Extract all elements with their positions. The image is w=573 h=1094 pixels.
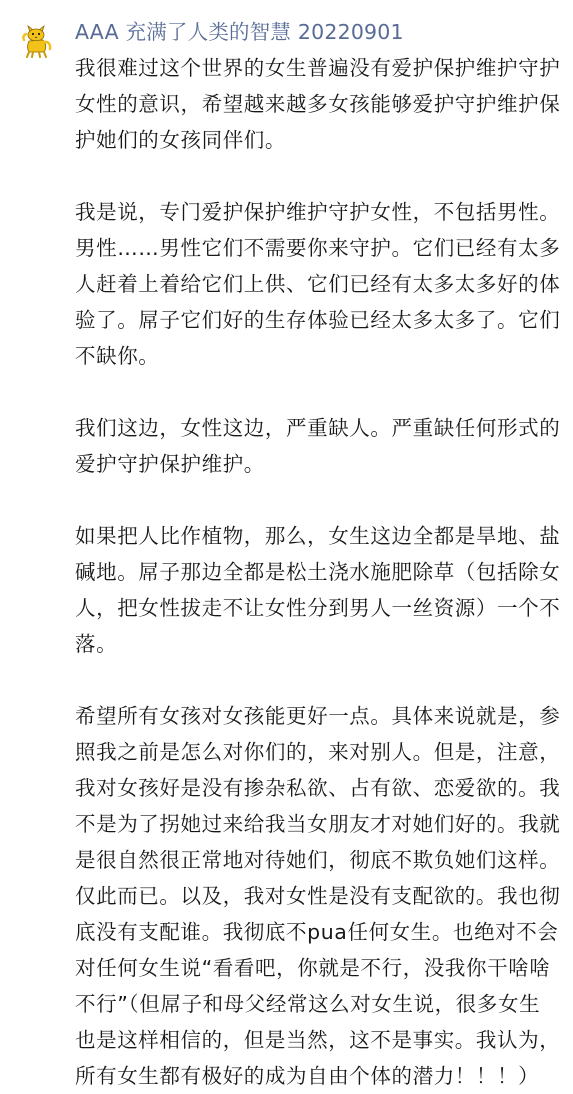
post-paragraph: 希望所有女孩对女孩能更好一点。具体来说就是，参照我之前是怎么对你们的，来对别人。但是，注意，我对女孩好是没有掺杂私欲、占有欲、恋爱欲的。我不是为了拐她过来给我当女朋友才对她们好的。我就是很自然很正常地对待她们，彻底不欺负她们这样。仅此而已。以及，我对女性是没有支配欲的。我也彻底没有支配谁。我彻底不pua任何女生。也绝对不会对任何女生说“看看吧，你就是不行，没我你干啥啥不行”（但屌子和母父经常这么对女生说，很多女生也是这样相信的，但是当然，这不是事实。我认为，所有女生都有极好的成为自由个体的潜力！！！）: [75, 704, 561, 1088]
post-paragraph: 我是说，专门爱护保护维护守护女性，不包括男性。男性……男性它们不需要你来守护。它们已经有太多人赶着上着给它们上供、它们已经有太多太多好的体验了。屌子它们好的生存体验已经太多太多了。它们不缺你。: [75, 200, 561, 368]
avatar[interactable]: [20, 24, 54, 58]
author-name[interactable]: AAA 充满了人类的智慧 20220901: [75, 20, 404, 44]
yellow-cat-icon: [20, 24, 54, 58]
post-paragraph: 我很难过这个世界的女生普遍没有爱护保护维护守护女性的意识，希望越来越多女孩能够爱护守护维护保护她们的女孩同伴们。: [75, 56, 561, 152]
post-paragraph: 如果把人比作植物，那么，女生这边全都是旱地、盐碱地。屌子那边全都是松土浇水施肥除草（包括除女人，把女性拔走不让女性分到男人一丝资源）一个不落。: [75, 524, 561, 656]
post-paragraph: 我们这边，女性这边，严重缺人。严重缺任何形式的爱护守护保护维护。: [75, 416, 561, 476]
post-content: [75, 50, 561, 1094]
